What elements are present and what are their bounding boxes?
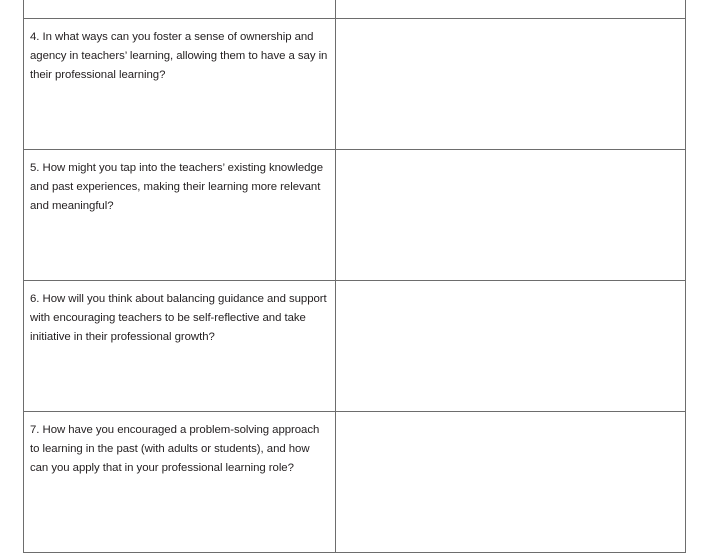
answer-cell[interactable] [336,281,686,412]
answer-cell[interactable] [336,19,686,150]
answer-cell[interactable] [336,150,686,281]
reflection-worksheet-table [23,0,686,553]
table-row-previous [24,0,686,19]
question-cell [24,281,336,412]
question-text-6: 6. How will you think about balancing guidance and support with encouraging teachers to be self-reflective and take initiative in their professional growth? [30,293,327,343]
table-row [24,412,686,553]
question-cell [24,412,336,553]
table-row [24,281,686,412]
table-row [24,150,686,281]
question-cell [24,19,336,150]
answer-cell[interactable] [336,412,686,553]
question-cell [24,0,336,19]
question-cell [24,150,336,281]
answer-cell[interactable] [336,0,686,19]
question-text-7: 7. How have you encouraged a problem-solving approach to learning in the past (with adults or students), and how can you apply that in your professional learning role? [30,424,320,474]
question-text-4: 4. In what ways can you foster a sense of ownership and agency in teachers’ learning, allowing them to have a say in their professional learning? [30,31,328,81]
table-row [24,19,686,150]
question-text-5: 5. How might you tap into the teachers’ existing knowledge and past experiences, making their learning more relevant and meaningful? [30,162,324,212]
